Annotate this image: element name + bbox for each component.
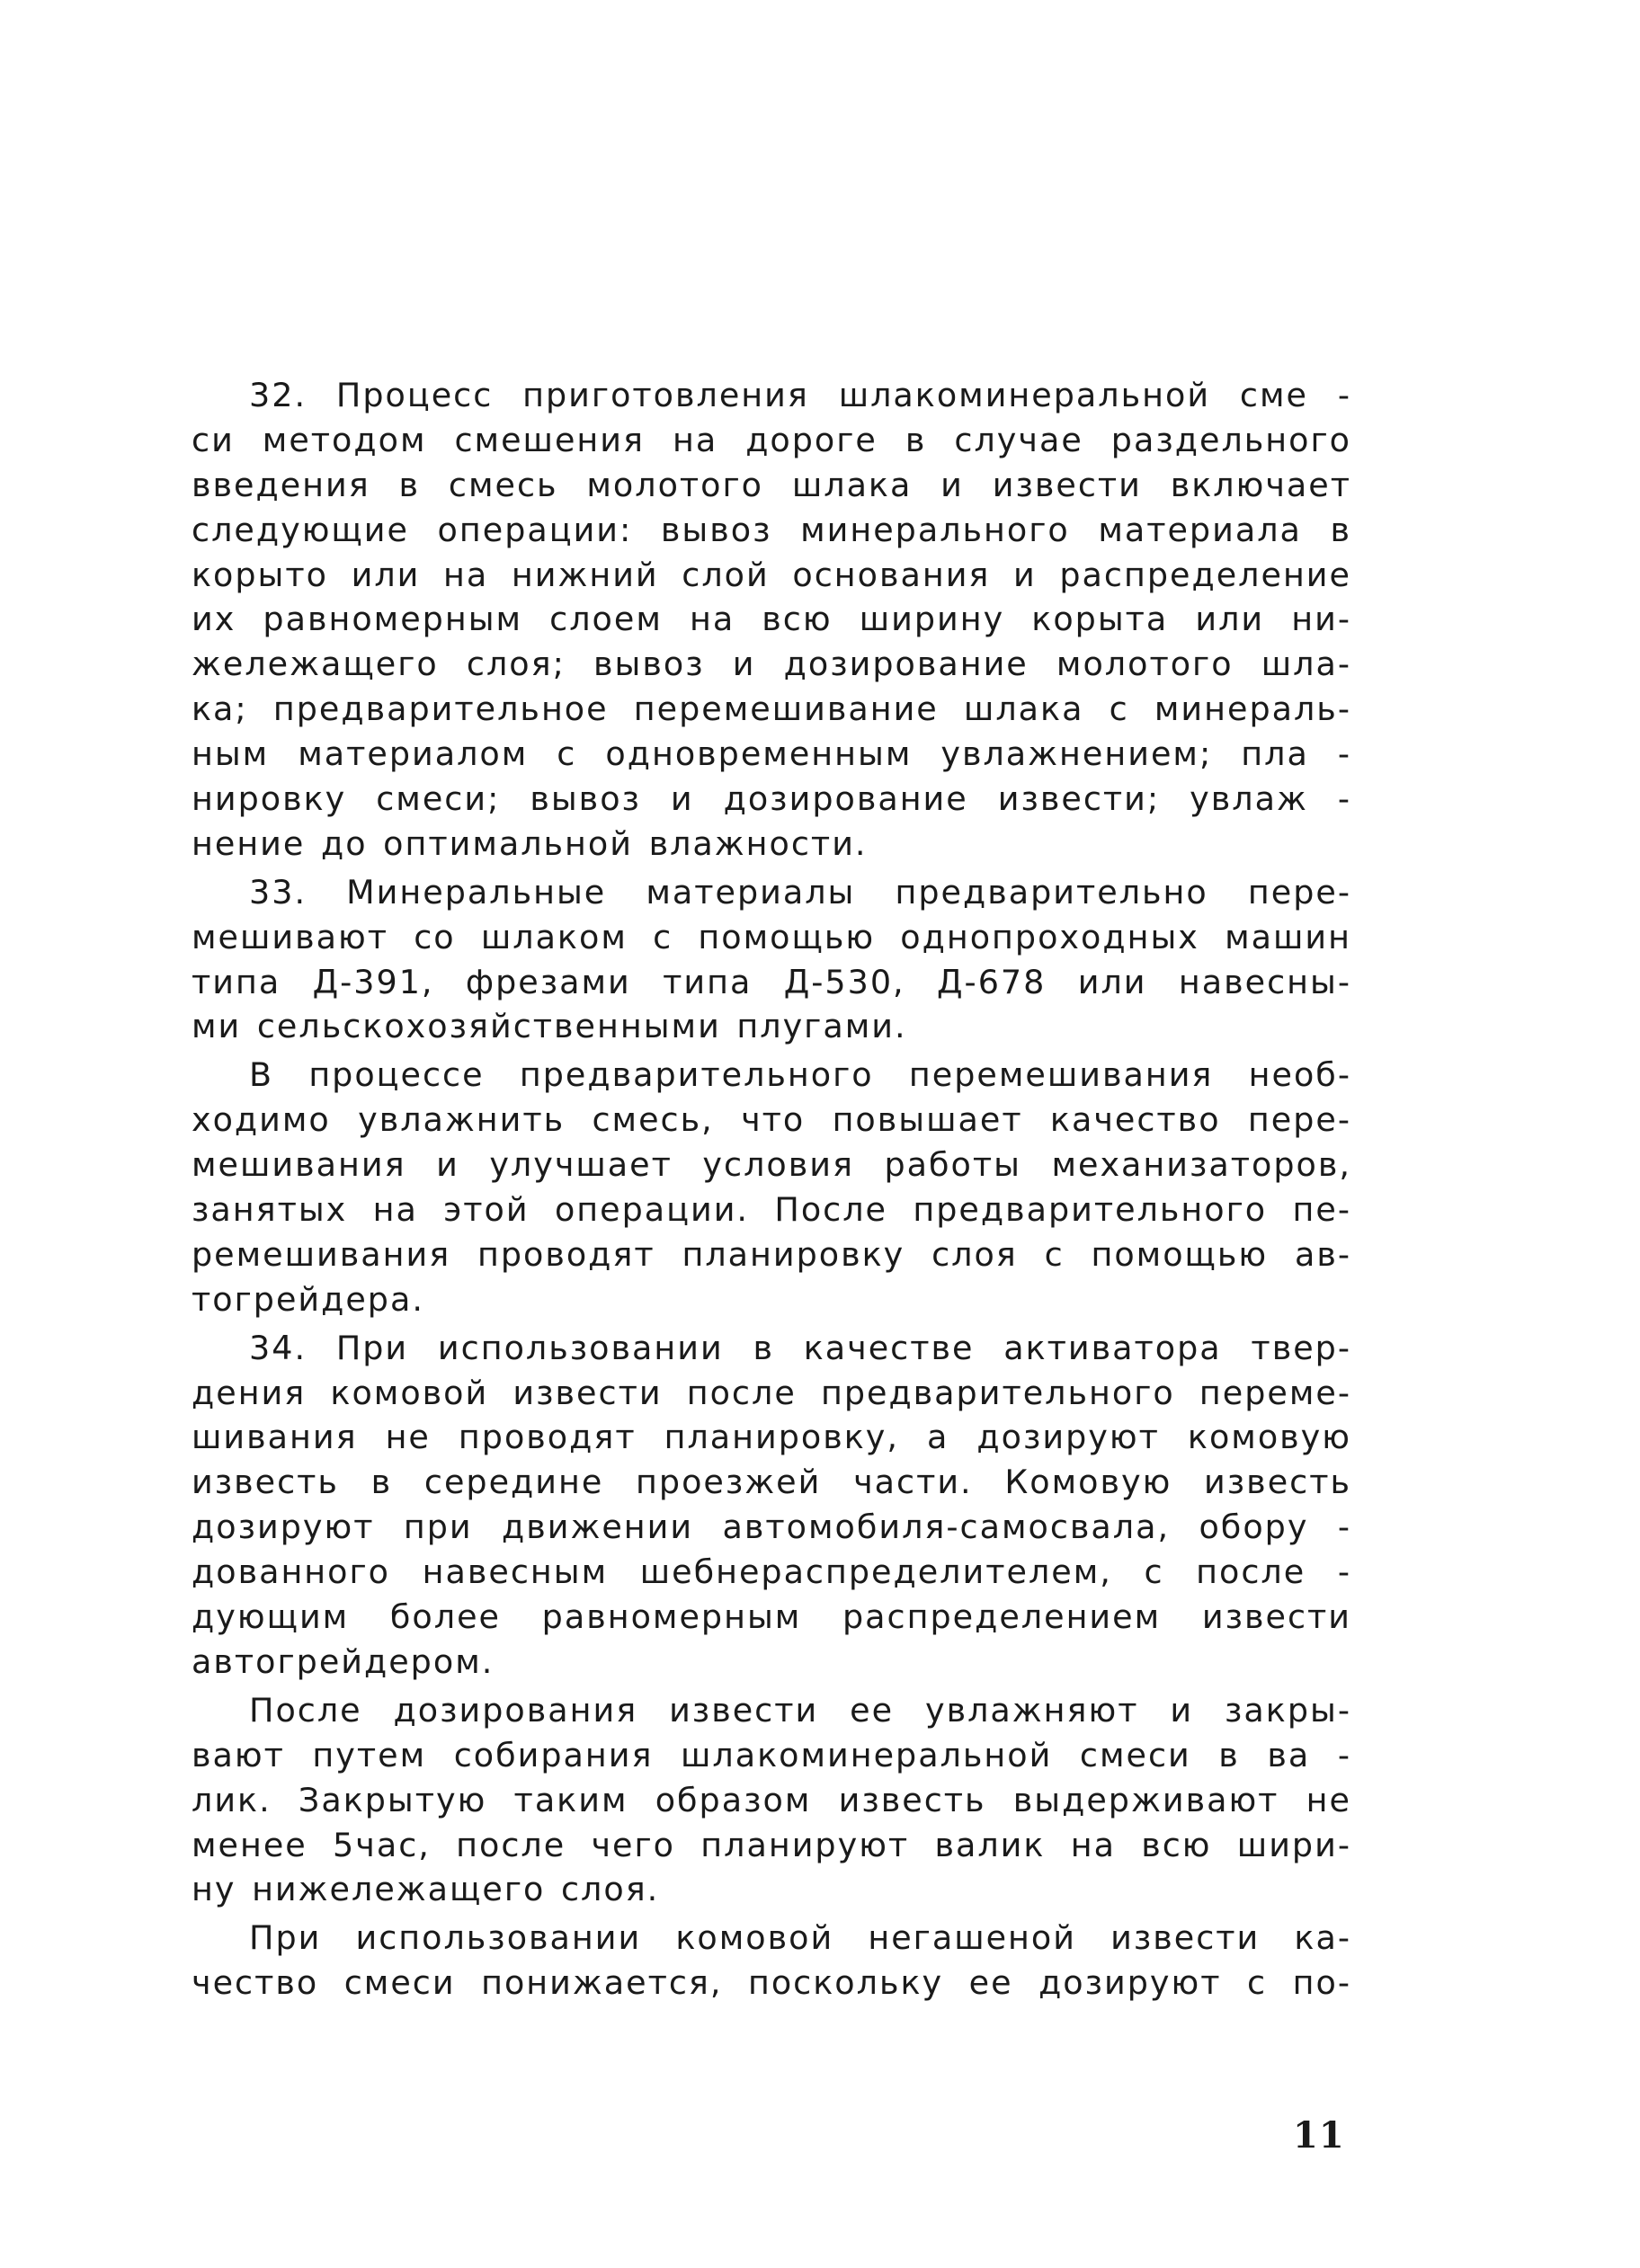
text-line: В процессе предварительного перемешивания необ- xyxy=(249,1055,1351,1095)
text-line: После дозирования извести ее увлажняют и закры- xyxy=(249,1690,1351,1730)
text-line: си методом смешения на дороге в случае раздельного xyxy=(192,420,1351,459)
text-line: 33. Минеральные материалы предварительно пере- xyxy=(249,872,1351,912)
text-line: шивания не проводят планировку, а дозируют комовую xyxy=(192,1418,1351,1457)
text-line: ми сельскохозяйственными плугами. xyxy=(192,1007,907,1046)
text-line: их равномерным слоем на всю ширину корыта или ни- xyxy=(192,600,1351,639)
text-line: дованного навесным шебнераспределителем, с после - xyxy=(192,1552,1351,1592)
text-line: дения комовой извести после предварительного переме- xyxy=(192,1373,1351,1412)
page-number: 11 xyxy=(1293,2114,1345,2157)
text-line: следующие операции: вывоз минерального материала в xyxy=(192,510,1351,549)
text-line: При использовании комовой негашеной извести ка- xyxy=(249,1918,1351,1958)
text-line: тогрейдера. xyxy=(192,1279,424,1319)
text-line: лик. Закрытую таким образом известь выдерживают не xyxy=(192,1780,1351,1819)
text-line: нение до оптимальной влажности. xyxy=(192,823,868,863)
text-line: нировку смеси; вывоз и дозирование извести; увлаж - xyxy=(192,779,1351,819)
text-line: 32. Процесс приготовления шлакоминеральной сме - xyxy=(249,376,1351,414)
text-line: введения в смесь молотого шлака и извести включает xyxy=(192,465,1351,504)
text-line: мешивания и улучшает условия работы механизаторов, xyxy=(192,1145,1351,1185)
text-line: жележащего слоя; вывоз и дозирование молотого шла- xyxy=(192,645,1351,684)
text-line: менее 5час, после чего планируют валик на всю шири- xyxy=(192,1825,1351,1864)
text-line: ходимо увлажнить смесь, что повышает качество пере- xyxy=(192,1100,1351,1140)
text-line: 34. При использовании в качестве активатора твер- xyxy=(249,1328,1351,1367)
text-line: корыто или на нижний слой основания и распределение xyxy=(192,555,1351,594)
text-line: чество смеси понижается, поскольку ее дозируют с по- xyxy=(192,1963,1351,2003)
text-line: занятых на этой операции. После предварительного пе- xyxy=(192,1190,1351,1230)
text-line: ка; предварительное перемешивание шлака с минераль- xyxy=(192,689,1351,729)
text-line: известь в середине проезжей части. Комовую известь xyxy=(192,1463,1351,1502)
text-line: мешивают со шлаком с помощью однопроходных машин xyxy=(192,917,1351,956)
text-line: автогрейдером. xyxy=(192,1641,495,1681)
text-line: ремешивания проводят планировку слоя с помощью ав- xyxy=(192,1234,1351,1274)
text-line: дующим более равномерным распределением извести xyxy=(192,1597,1351,1637)
text-line: ну нижележащего слоя. xyxy=(192,1870,660,1909)
text-line: вают путем собирания шлакоминеральной смеси в ва - xyxy=(192,1735,1351,1774)
text-line: типа Д-391, фрезами типа Д-530, Д-678 или навесны- xyxy=(192,962,1351,1001)
text-line: дозируют при движении автомобиля-самосвала, обору - xyxy=(192,1508,1351,1547)
body-text xyxy=(192,373,1351,2006)
text-line: ным материалом с одновременным увлажнением; пла - xyxy=(192,734,1351,774)
